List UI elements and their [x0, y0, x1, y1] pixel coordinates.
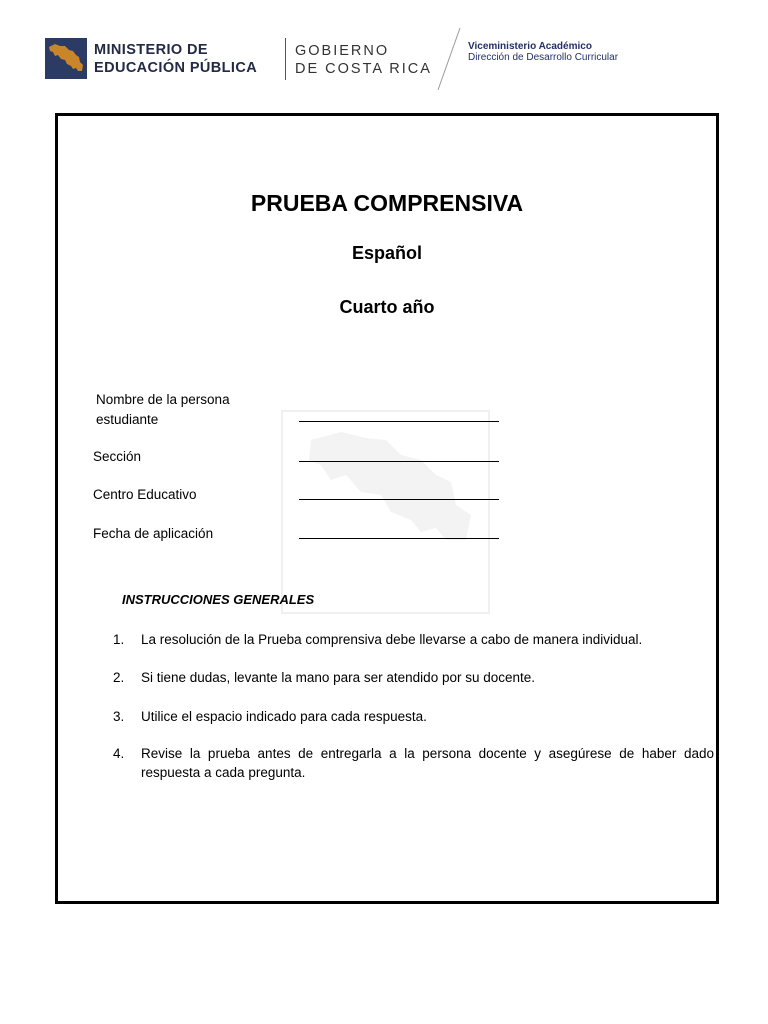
government-name	[295, 42, 432, 78]
slash-divider	[432, 26, 462, 92]
gov-line-1: GOBIERNO	[295, 43, 390, 59]
instruction-text: Si tiene dudas, levante la mano para ser atendido por su docente.	[141, 670, 536, 685]
student-name-line[interactable]	[299, 421, 499, 422]
field-label-line-2: estudiante	[96, 412, 159, 427]
instruction-text: Utilice el espacio indicado para cada respuesta.	[141, 709, 427, 724]
instruction-text: Revise la prueba antes de entregarla a la persona docente y asegúrese de haber dado respuesta a cada pregunta.	[141, 746, 714, 780]
vice-subtitle: Dirección de Desarrollo Curricular	[468, 52, 619, 63]
exam-subject: Español	[351, 243, 422, 263]
instruction-number: 3.	[113, 709, 125, 724]
vice-title: Viceministerio Académico	[468, 41, 592, 52]
exam-cover-frame	[55, 113, 719, 904]
ministry-line-2: EDUCACIÓN PÚBLICA	[94, 60, 258, 76]
instruction-number: 4.	[113, 746, 125, 761]
ministry-name	[94, 41, 257, 77]
costa-rica-map-icon	[45, 38, 87, 79]
field-label-school: Centro Educativo	[93, 487, 197, 502]
gov-line-2: DE COSTA RICA	[295, 61, 432, 77]
instructions-title: INSTRUCCIONES GENERALES	[122, 592, 315, 607]
exam-title: PRUEBA COMPRENSIVA	[250, 190, 524, 216]
exam-grade: Cuarto año	[339, 297, 435, 317]
field-label-date: Fecha de aplicación	[93, 526, 214, 541]
date-line[interactable]	[299, 538, 499, 539]
section-line[interactable]	[299, 461, 499, 462]
field-label-section: Sección	[93, 449, 142, 464]
header-divider	[285, 38, 286, 80]
watermark-map-icon	[281, 410, 491, 615]
vice-ministry	[468, 41, 618, 63]
field-label-line-1: Nombre de la persona	[96, 392, 230, 407]
instruction-number: 2.	[113, 670, 125, 685]
instruction-text: La resolución de la Prueba comprensiva debe llevarse a cabo de manera individual.	[141, 632, 643, 647]
instruction-number: 1.	[113, 632, 125, 647]
field-label-student-name	[96, 390, 230, 430]
ministry-line-1: MINISTERIO DE	[94, 42, 208, 58]
page-header	[0, 0, 768, 100]
school-line[interactable]	[299, 499, 499, 500]
